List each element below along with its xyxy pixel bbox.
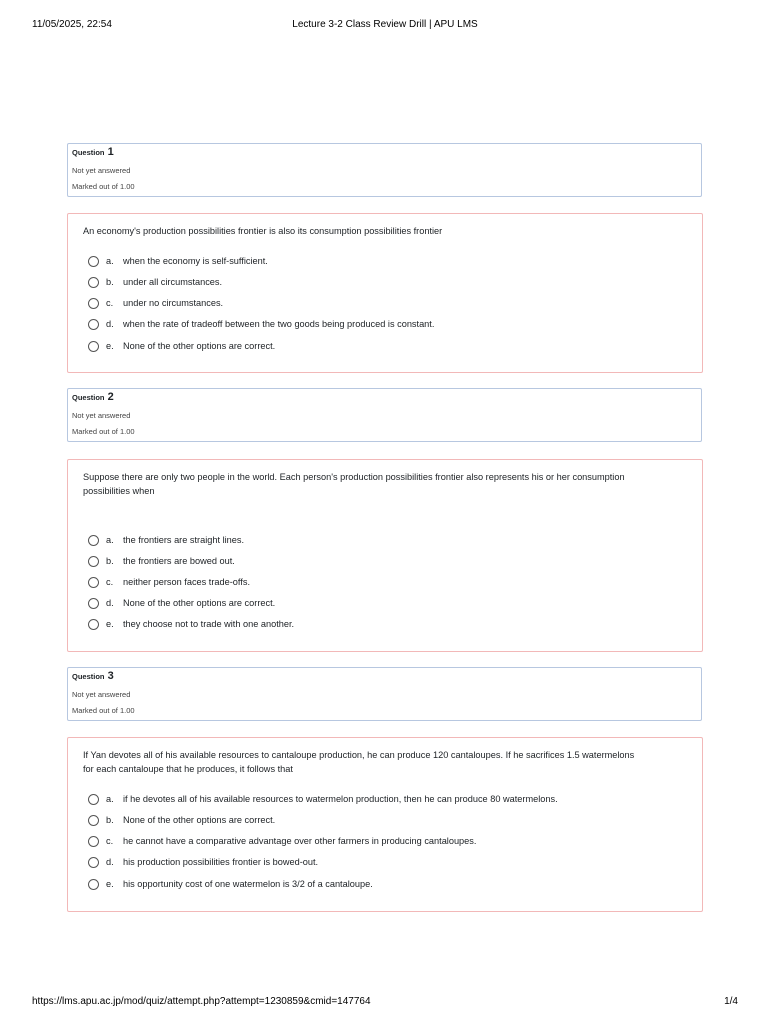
option-letter: b. <box>106 277 114 287</box>
print-header <box>32 17 738 31</box>
option-text: the frontiers are straight lines. <box>123 535 245 545</box>
option-text: None of the other options are correct. <box>123 815 276 825</box>
question-grade: Marked out of 1.00 <box>72 427 135 436</box>
radio-button[interactable] <box>88 298 99 309</box>
option-letter: d. <box>106 598 114 608</box>
print-page-title: Lecture 3-2 Class Review Drill | APU LMS <box>292 18 478 30</box>
question-number: 3 <box>107 670 114 682</box>
answer-option-b[interactable] <box>88 274 692 290</box>
page-url[interactable]: https://lms.apu.ac.jp/mod/quiz/attempt.php?attempt=1230859&cmid=147764 <box>32 995 371 1007</box>
answer-option-b[interactable] <box>88 553 692 569</box>
question-state: Not yet answered <box>72 690 131 699</box>
option-letter: e. <box>106 619 114 629</box>
option-letter: d. <box>106 857 114 867</box>
question-number-label: Question 1 <box>72 146 114 158</box>
option-letter: a. <box>106 256 114 266</box>
answer-option-a[interactable] <box>88 791 692 807</box>
option-text: None of the other options are correct. <box>123 341 276 351</box>
question-grade: Marked out of 1.00 <box>72 706 135 715</box>
option-letter: d. <box>106 319 114 329</box>
answer-option-b[interactable] <box>88 812 692 828</box>
option-text: they choose not to trade with one another. <box>123 619 295 629</box>
answer-option-e[interactable] <box>88 616 692 632</box>
answer-option-d[interactable] <box>88 854 692 870</box>
option-letter: c. <box>106 298 114 308</box>
option-text: he cannot have a comparative advantage over other farmers in producing cantaloupes. <box>123 836 477 846</box>
option-letter: c. <box>106 577 114 587</box>
answer-option-e[interactable] <box>88 876 692 892</box>
radio-button[interactable] <box>88 619 99 630</box>
answer-option-c[interactable] <box>88 574 692 590</box>
radio-button[interactable] <box>88 879 99 890</box>
print-footer <box>32 994 738 1008</box>
option-letter: e. <box>106 879 114 889</box>
radio-button[interactable] <box>88 535 99 546</box>
question-content-box <box>67 459 703 652</box>
radio-button[interactable] <box>88 256 99 267</box>
option-text: his opportunity cost of one watermelon is 3/2 of a cantaloupe. <box>123 879 373 889</box>
question-grade: Marked out of 1.00 <box>72 182 135 191</box>
answer-option-a[interactable] <box>88 253 692 269</box>
question-text: An economy's production possibilities frontier is also its consumption possibilities frontier <box>83 226 443 236</box>
question-number-label: Question 2 <box>72 391 114 403</box>
radio-button[interactable] <box>88 857 99 868</box>
question-number-label: Question 3 <box>72 670 114 682</box>
question-text: Suppose there are only two people in the world. Each person's production possibilities frontier also represents his or her consumption possibilities when <box>83 472 625 496</box>
question-info-box <box>67 667 702 721</box>
question-text: If Yan devotes all of his available resources to cantaloupe production, he can produce 120 cantaloupes. If he sacrifices 1.5 watermelons for each cantaloupe that he produces, it follows that <box>83 750 635 774</box>
answer-option-c[interactable] <box>88 295 692 311</box>
question-number: 1 <box>107 146 114 158</box>
radio-button[interactable] <box>88 598 99 609</box>
question-number: 2 <box>107 391 114 403</box>
radio-button[interactable] <box>88 577 99 588</box>
option-letter: e. <box>106 341 114 351</box>
option-text: when the rate of tradeoff between the two goods being produced is constant. <box>123 319 435 329</box>
page-number: 1/4 <box>724 995 738 1007</box>
option-letter: a. <box>106 535 114 545</box>
answer-option-d[interactable] <box>88 595 692 611</box>
question-state: Not yet answered <box>72 411 131 420</box>
option-text: the frontiers are bowed out. <box>123 556 235 566</box>
option-letter: c. <box>106 836 114 846</box>
radio-button[interactable] <box>88 836 99 847</box>
option-text: if he devotes all of his available resources to watermelon production, then he can produce 80 watermelons. <box>123 794 558 804</box>
radio-button[interactable] <box>88 556 99 567</box>
option-text: when the economy is self-sufficient. <box>123 256 268 266</box>
option-text: under all circumstances. <box>123 277 223 287</box>
question-state: Not yet answered <box>72 166 131 175</box>
radio-button[interactable] <box>88 277 99 288</box>
option-text: None of the other options are correct. <box>123 598 276 608</box>
radio-button[interactable] <box>88 341 99 352</box>
option-text: neither person faces trade-offs. <box>123 577 250 587</box>
option-text: his production possibilities frontier is bowed-out. <box>123 857 319 867</box>
answer-option-a[interactable] <box>88 532 692 548</box>
question-info-box <box>67 388 702 442</box>
answer-option-c[interactable] <box>88 833 692 849</box>
print-datetime: 11/05/2025, 22:54 <box>32 18 112 30</box>
radio-button[interactable] <box>88 794 99 805</box>
option-letter: a. <box>106 794 114 804</box>
option-text: under no circumstances. <box>123 298 224 308</box>
question-info-box <box>67 143 702 197</box>
option-letter: b. <box>106 815 114 825</box>
radio-button[interactable] <box>88 815 99 826</box>
question-content-box <box>67 737 703 912</box>
answer-option-e[interactable] <box>88 338 692 354</box>
answer-option-d[interactable] <box>88 316 692 332</box>
radio-button[interactable] <box>88 319 99 330</box>
question-content-box <box>67 213 703 373</box>
option-letter: b. <box>106 556 114 566</box>
